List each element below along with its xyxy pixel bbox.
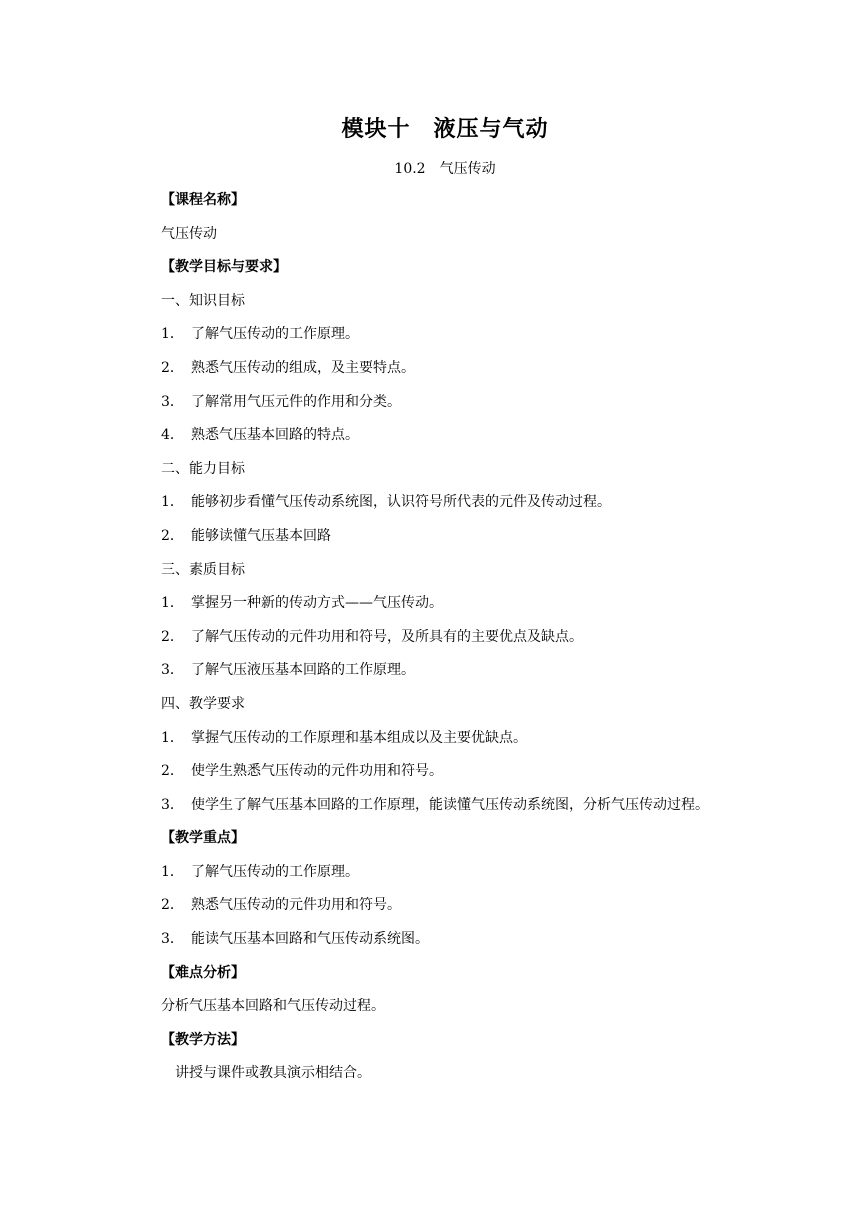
document-body [161,190,761,1097]
requirements-heading: 四、教学要求 [161,695,245,712]
list-item-number: 3． [161,662,184,679]
list-item-text: 熟悉气压传动的组成，及主要特点。 [191,359,415,376]
quality-heading: 三、素质目标 [161,561,245,578]
list-item [161,492,761,526]
list-item-text: 能够读懂气压基本回路 [191,527,331,544]
list-item-number: 1． [161,595,184,612]
method-heading: 【教学方法】 [161,1031,245,1048]
list-item-number: 3． [161,931,184,948]
list-item [161,862,761,896]
document-title: 模块十 液压与气动 [341,116,549,142]
list-item-text: 能读气压基本回路和气压传动系统图。 [191,931,429,948]
list-item [161,795,761,829]
ability-heading: 二、能力目标 [161,460,245,477]
list-item [161,425,761,459]
list-item-text: 能够初步看懂气压传动系统图，认识符号所代表的元件及传动过程。 [191,494,611,511]
list-item [161,929,761,963]
list-item-text: 使学生了解气压基本回路的工作原理，能读懂气压传动系统图，分析气压传动过程。 [191,796,709,813]
list-item-number: 4． [161,427,184,444]
list-item-text: 熟悉气压基本回路的特点。 [191,427,359,444]
list-item-number: 3． [161,796,184,813]
list-item [161,761,761,795]
list-item [161,526,761,560]
list-item-number: 2． [161,763,184,780]
list-item-number: 1． [161,494,184,511]
list-item-number: 2． [161,628,184,645]
list-item-text: 了解气压传动的工作原理。 [191,326,359,343]
list-item-number: 3． [161,393,184,410]
objectives-heading: 【教学目标与要求】 [161,259,287,276]
method-text: 讲授与课件或教具演示相结合。 [175,1065,371,1082]
course-name-heading: 【课程名称】 [161,192,245,208]
list-item-number: 2． [161,527,184,544]
list-item [161,627,761,661]
knowledge-heading: 一、知识目标 [161,292,245,309]
list-item-text: 掌握气压传动的工作原理和基本组成以及主要优缺点。 [191,729,527,746]
list-item-text: 掌握另一种新的传动方式——气压传动。 [191,595,443,612]
list-item-number: 1． [161,863,184,880]
list-item-number: 1． [161,326,184,343]
course-name-text: 气压传动 [161,225,217,242]
document-subtitle: 10.2 气压传动 [394,161,496,177]
list-item-text: 熟悉气压传动的元件功用和符号。 [191,897,401,914]
list-item-number: 2． [161,897,184,914]
difficulty-text: 分析气压基本回路和气压传动过程。 [161,998,385,1015]
list-item [161,593,761,627]
list-item [161,660,761,694]
list-item-number: 2． [161,359,184,376]
list-item-text: 了解常用气压元件的作用和分类。 [191,393,401,410]
list-item-number: 1． [161,729,184,746]
list-item [161,392,761,426]
list-item [161,324,761,358]
list-item-text: 使学生熟悉气压传动的元件功用和符号。 [191,763,443,780]
list-item-text: 了解气压液压基本回路的工作原理。 [191,662,415,679]
difficulty-heading: 【难点分析】 [161,964,245,981]
list-item [161,895,761,929]
list-item [161,358,761,392]
list-item [161,728,761,762]
list-item-text: 了解气压传动的元件功用和符号，及所具有的主要优点及缺点。 [191,628,583,645]
list-item-text: 了解气压传动的工作原理。 [191,863,359,880]
key-points-heading: 【教学重点】 [161,830,245,847]
